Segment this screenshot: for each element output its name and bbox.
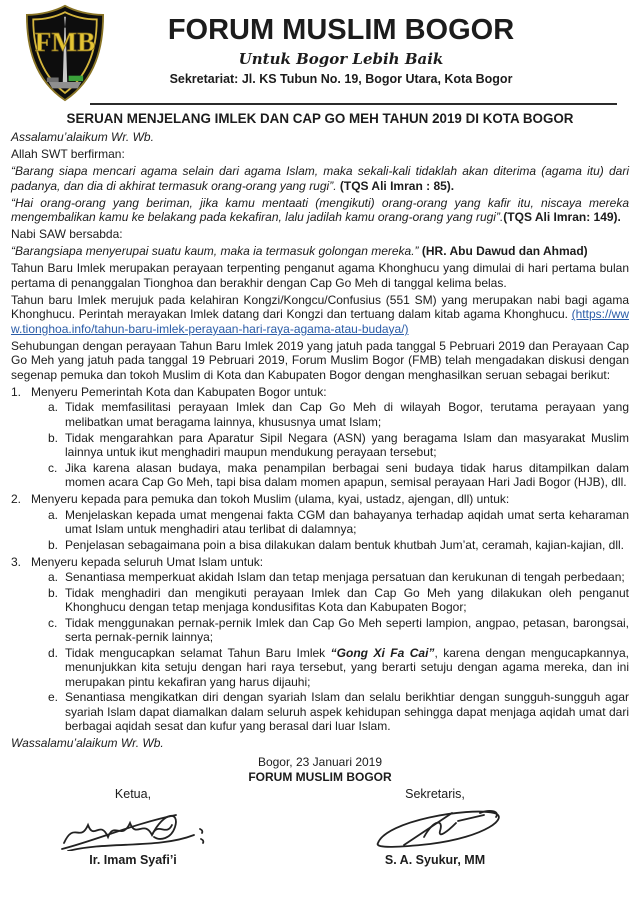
list-item-body bbox=[31, 492, 629, 552]
sub-text: Tidak memfasilitasi perayaan Imlek dan Cap Go Meh di wilayah Bogor, terutama perayaan yang melibatkan umat beragama lainnya, khususnya umat Islam; bbox=[65, 400, 629, 429]
sub-text-run: Tidak mengucapkan selamat Tahun Baru Imlek bbox=[65, 645, 331, 660]
sub-text: Senantiasa mengikatkan diri dengan syariah Islam dan selalu berikhtiar dengan sungguh-sungguh agar syariah Islam dapat diamalkan dalam seluruh aspek kehidupan sehingga dapat menjaga aqidah umat dari berbagai aqidah sesat dan kufur yang berasal dari luar Islam. bbox=[65, 690, 629, 734]
sub-item-1b bbox=[48, 431, 629, 460]
sub-letter: a. bbox=[48, 400, 59, 415]
date-line: Bogor, 23 Januari 2019 bbox=[257, 754, 383, 769]
sub-text: Menjelaskan kepada umat mengenai fakta CGM dan bahayanya terhadap aqidah umat serta keharaman umat Islam untuk menghadiri atau terlibat di dalamnya; bbox=[65, 507, 629, 537]
quote-reference: (TQS Ali Imran: 149). bbox=[503, 210, 621, 225]
role-label-ketua: Ketua, bbox=[114, 786, 152, 801]
tionghoa-info-link[interactable]: (https://www.tionghoa.info/tahun-baru-imlek-perayaan-hari-raya-agama-atau-budaya/) bbox=[11, 307, 629, 336]
gong-xi-fa-cai-phrase: “Gong Xi Fa Cai” bbox=[330, 645, 435, 660]
list-item-label: Menyeru Pemerintah Kota dan Kabupaten Bogor untuk: bbox=[31, 384, 327, 399]
logo-monogram: FMB bbox=[34, 27, 96, 58]
list-item-body bbox=[31, 385, 629, 490]
sub-text bbox=[65, 646, 629, 690]
document-title: SERUAN MENJELANG IMLEK DAN CAP GO MEH TAHUN 2019 DI KOTA BOGOR bbox=[66, 111, 574, 126]
quote-text: “Barangsiapa menyerupai suatu kaum, maka ia termasuk golongan mereka.” bbox=[11, 244, 419, 259]
sub-letter: b. bbox=[48, 430, 59, 445]
sub-text-run: , karena dengan mengucapkannya, menunjukkan kita setuju dengan hari raya tersebut, yang berarti setuju dengan agama mereka, dan ini merupakan pintu kekafiran yang harus dijauhi; bbox=[65, 645, 630, 689]
sekretaris-signature-icon bbox=[360, 803, 510, 851]
list-number: 2. bbox=[11, 492, 22, 507]
opening-salutation: Assalamu’alaikum Wr. Wb. bbox=[11, 130, 154, 145]
hadith-quote bbox=[11, 244, 629, 259]
list-number: 1. bbox=[11, 384, 22, 399]
sub-letter: b. bbox=[48, 537, 59, 552]
sub-item-3c bbox=[48, 616, 629, 645]
signature-block-sekretaris bbox=[350, 787, 520, 867]
paragraph-text: Tahun baru Imlek merujuk pada kelahiran Kongzi/Kongcu/Confusius (551 SM) yang merupakan nabi bagi agama Khonghucu. Perintah merayakan Imlek datang dari Kongzi dan tertuang dalam kitab agama Khonghucu. bbox=[11, 292, 629, 322]
quran-quote-2 bbox=[11, 196, 629, 225]
paragraph-imlek-overview: Tahun Baru Imlek merupakan perayaan terpenting penganut agama Khonghucu yang dimulai di hari pertama bulan pertama di penanggalan Tionghoa dan berakhir dengan Cap Go Meh di tanggal kelima belas. bbox=[11, 261, 629, 290]
sub-text: Jika karena alasan budaya, maka penampilan berbagai seni budaya tidak harus ditampilkan dalam momen acara Cap Go Meh, tapi bisa dalam momen apapun, semisal perayaan Hari Jadi Bogor (HJB), dll. bbox=[65, 460, 629, 490]
sub-text: Tidak menggunakan pernak-pernik Imlek dan Cap Go Meh seperti lampion, angpao, petasan, barongsai, serta pernak-pernik lainnya; bbox=[65, 615, 629, 645]
sub-text: Tidak menghadiri dan mengikuti perayaan Imlek dan Cap Go Meh yang dilakukan oleh penganut Khonghucu dengan tetap menjaga kondusifitas Kota dan Kabupaten Bogor; bbox=[65, 585, 629, 615]
sub-letter: c. bbox=[48, 460, 58, 475]
closing-block bbox=[0, 755, 640, 785]
sub-text: Senantiasa memperkuat akidah Islam dan tetap menjaga persatuan dan kerukunan di tengah perbedaan; bbox=[65, 570, 625, 585]
sub-letter: e. bbox=[48, 690, 59, 705]
quote-reference: (HR. Abu Dawud dan Ahmad) bbox=[421, 244, 588, 259]
sub-letter: a. bbox=[48, 507, 59, 522]
list-item-2 bbox=[11, 492, 629, 552]
signature-block-ketua bbox=[48, 787, 218, 867]
ketua-signature-icon bbox=[58, 803, 208, 851]
letterhead bbox=[0, 0, 640, 98]
hadith-intro: Nabi SAW bersabda: bbox=[11, 227, 123, 242]
sub-text: Tidak mengarahkan para Aparatur Sipil Negara (ASN) yang beragama Islam dan masyarakat Muslim lainnya untuk ikut menghadiri maupun mendukung perayaan tersebut; bbox=[65, 430, 629, 460]
org-name-footer: FORUM MUSLIM BOGOR bbox=[248, 769, 392, 784]
closing-salutation: Wassalamu’alaikum Wr. Wb. bbox=[11, 736, 164, 751]
sub-item-3b bbox=[48, 586, 629, 615]
list-item-label: Menyeru kepada para pemuka dan tokoh Muslim (ulama, kyai, ustadz, ajengan, dll) untuk: bbox=[31, 492, 510, 507]
list-item-3 bbox=[11, 555, 629, 734]
signer-name-sekretaris: S. A. Syukur, MM bbox=[384, 852, 486, 867]
sub-item-1a bbox=[48, 400, 629, 429]
role-label-sekretaris: Sekretaris, bbox=[405, 786, 465, 801]
org-secretariat: Sekretariat: Jl. KS Tubun No. 19, Bogor Utara, Kota Bogor bbox=[169, 72, 513, 87]
paragraph-seruan-intro: Sehubungan dengan perayaan Tahun Baru Imlek 2019 yang jatuh pada tanggal 5 Pebruari 2019 dan Perayaan Cap Go Meh yang jatuh pada tanggal 19 Pebruari 2019, Forum Muslim Bogor (FMB) telah mengadakan diskusi dengan segenap pemuka dan tokoh Muslim di Kota dan Kabupaten Bogor dengan menghasilkan seruan sebagai berikut: bbox=[11, 338, 629, 382]
paragraph-imlek-origin bbox=[11, 293, 629, 337]
letterhead-text bbox=[42, 14, 640, 86]
quote-reference: (TQS Ali Imran : 85). bbox=[339, 178, 455, 193]
quran-quote-1 bbox=[11, 164, 629, 193]
sub-text: Penjelasan sebagaimana poin a bisa dilakukan dalam bentuk khutbah Jum’at, ceramah, kajian-kajian, dll. bbox=[65, 537, 625, 552]
list-item-body bbox=[31, 555, 629, 734]
fmb-shield-logo-icon bbox=[16, 4, 114, 102]
quote-text: “Hai orang-orang yang beriman, jika kamu mentaati (mengikuti) orang-orang yang kafir itu, niscaya mereka mengembalikan kamu ke belakang pada kekafiran, lalu jadilah kamu orang-orang yang rugi”. bbox=[11, 195, 629, 225]
signature-row bbox=[0, 785, 640, 867]
sub-item-2a bbox=[48, 508, 629, 537]
sub-item-3a bbox=[48, 570, 629, 585]
list-item-1 bbox=[11, 385, 629, 490]
sub-item-2b bbox=[48, 538, 629, 553]
sub-letter: c. bbox=[48, 615, 58, 630]
list-number: 3. bbox=[11, 554, 22, 569]
list-item-label: Menyeru kepada seluruh Umat Islam untuk: bbox=[31, 554, 264, 569]
quran-intro: Allah SWT berfirman: bbox=[11, 147, 125, 162]
quote-text: “Barang siapa mencari agama selain dari agama Islam, maka sekali-kali tidaklah akan diterima (agama itu) dari padanya, dan dia di akhirat termasuk orang-orang yang rugi”. bbox=[11, 164, 629, 193]
sub-letter: b. bbox=[48, 585, 59, 600]
org-tagline: Untuk Bogor Lebih Baik bbox=[238, 50, 444, 69]
signer-name-ketua: Ir. Imam Syafi’i bbox=[89, 852, 177, 867]
sub-item-1c bbox=[48, 461, 629, 490]
sub-letter: d. bbox=[48, 645, 59, 660]
sub-item-3d bbox=[48, 646, 629, 690]
sub-letter: a. bbox=[48, 570, 59, 585]
org-title: FORUM MUSLIM BOGOR bbox=[167, 14, 515, 46]
sub-item-3e bbox=[48, 690, 629, 734]
document-body bbox=[0, 105, 640, 751]
